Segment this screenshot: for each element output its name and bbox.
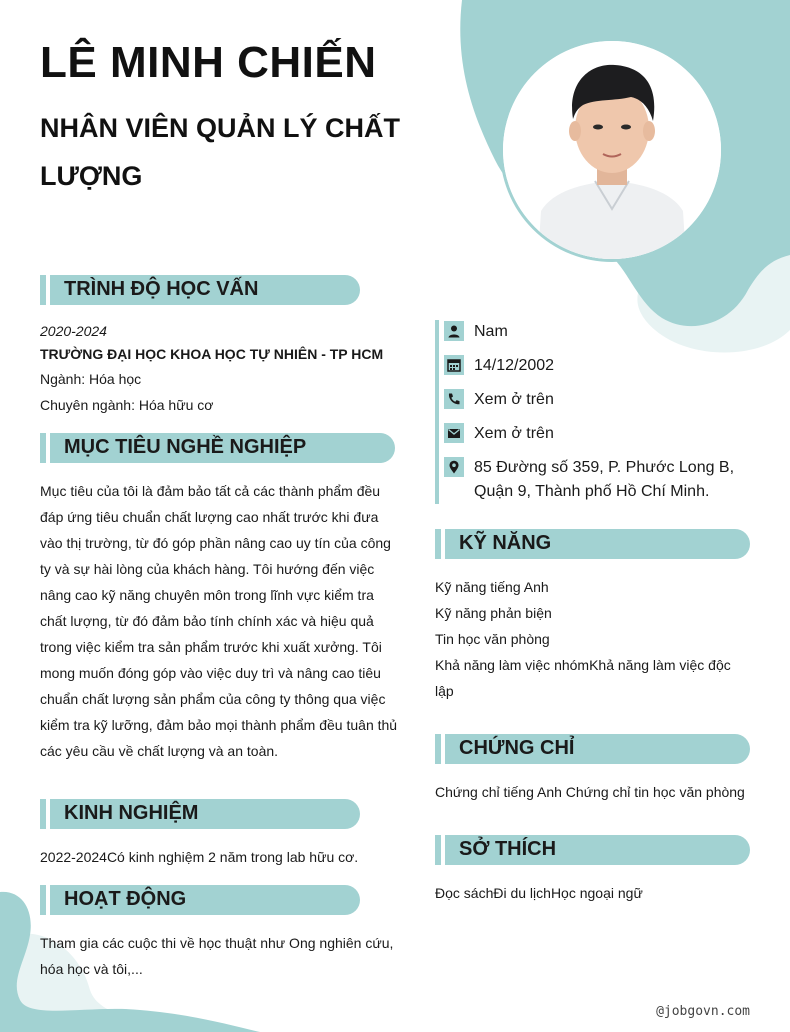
section-skills-heading: [435, 529, 750, 559]
contact-accent-bar: [435, 320, 439, 504]
person-icon: [444, 321, 464, 341]
section-certificates-heading: [435, 734, 750, 764]
section-hobbies-title: SỞ THÍCH: [459, 838, 557, 860]
objective-line: Mục tiêu của tôi là đảm bảo tất cả các thành phẩm đều: [40, 483, 381, 499]
phone-icon: [444, 389, 464, 409]
skill-item: lập: [435, 683, 454, 699]
calendar-icon: [444, 355, 464, 375]
candidate-name: LÊ MINH CHIẾN: [40, 38, 377, 87]
contact-email-text: Xem ở trên: [474, 425, 554, 442]
watermark: @jobgovn.com: [656, 1004, 750, 1019]
certificates-text: Chứng chỉ tiếng Anh Chứng chỉ tin học văn phòng: [435, 784, 745, 800]
section-skills-title: KỸ NĂNG: [459, 532, 552, 554]
contact-gender: [444, 320, 754, 344]
contact-email: [444, 422, 754, 446]
section-certificates-title: CHỨNG CHỈ: [459, 737, 575, 759]
section-education-title: TRÌNH ĐỘ HỌC VẤN: [64, 278, 259, 300]
objective-line: ty và sự hài lòng của khách hàng. Tôi hướng đến việc: [40, 561, 375, 577]
skill-item: Kỹ năng phản biện: [435, 605, 552, 621]
objective-line: trong việc kiểm tra sản phẩm trước khi xuất xưởng. Tôi: [40, 639, 382, 655]
skills-list: [435, 574, 765, 704]
map-pin-icon: [444, 457, 464, 477]
contact-address: [444, 456, 754, 504]
objective-line: mong muốn đóng góp vào việc duy trì và nâng cao tiêu: [40, 665, 381, 681]
experience-text: 2022-2024Có kinh nghiệm 2 năm trong lab hữu cơ.: [40, 849, 359, 865]
address-line: Quận 9, Thành phố Hồ Chí Minh.: [474, 483, 710, 500]
skill-item: Kỹ năng tiếng Anh: [435, 579, 549, 595]
activities-paragraph: [40, 930, 410, 982]
contact-phone: [444, 388, 754, 412]
education-school: TRƯỜNG ĐẠI HỌC KHOA HỌC TỰ NHIÊN - TP HCM: [40, 346, 384, 362]
address-line: 85 Đường số 359, P. Phước Long B,: [474, 459, 735, 476]
skill-item: Khả năng làm việc nhómKhả năng làm việc độc: [435, 657, 731, 673]
profile-photo: [500, 38, 724, 262]
job-title: NHÂN VIÊN QUẢN LÝ CHẤT LƯỢNG: [40, 113, 401, 191]
objective-line: các yêu cầu về chất lượng và an toàn.: [40, 743, 279, 759]
objective-line: kiểm tra kỹ lưỡng, đảm bảo mọi thành phẩm đều tuân thủ: [40, 717, 398, 733]
contact-birthday: [444, 354, 754, 378]
objective-line: chất lượng, từ đó đảm bảo tính chính xác và hiệu quả: [40, 613, 374, 629]
envelope-icon: [444, 423, 464, 443]
section-activities-heading: [40, 885, 360, 915]
objective-line: nâng cao kỹ năng chuyên môn trong lĩnh vực kiểm tra: [40, 587, 374, 603]
contact-address-text: [474, 456, 754, 504]
section-objective-title: MỤC TIÊU NGHỀ NGHIỆP: [64, 436, 307, 458]
objective-paragraph: [40, 478, 410, 764]
section-objective-heading: [40, 433, 395, 463]
education-major: Ngành: Hóa học: [40, 371, 142, 387]
contact-phone-text: Xem ở trên: [474, 391, 554, 408]
hobbies-text: Đọc sáchĐi du lịchHọc ngoại ngữ: [435, 885, 643, 901]
objective-line: đáp ứng tiêu chuẩn chất lượng cao nhất trước khi đưa: [40, 509, 379, 525]
education-period: 2020-2024: [40, 323, 107, 339]
contact-birthday-text: 14/12/2002: [474, 357, 555, 374]
activities-line: Tham gia các cuộc thi về học thuật như Ong nghiên cứu,: [40, 935, 394, 951]
contact-gender-text: Nam: [474, 323, 508, 340]
section-hobbies-heading: [435, 835, 750, 865]
section-experience-heading: [40, 799, 360, 829]
activities-line: hóa học và tôi,...: [40, 961, 143, 977]
skill-item: Tin học văn phòng: [435, 631, 550, 647]
objective-line: chuẩn chất lượng sản phẩm của công ty thông qua việc: [40, 691, 386, 707]
section-education-heading: [40, 275, 360, 305]
portrait-illustration: [503, 41, 721, 259]
section-activities-title: HOẠT ĐỘNG: [64, 888, 187, 910]
objective-line: vào thị trường, từ đó góp phần nâng cao uy tín của công: [40, 535, 391, 551]
education-specialization: Chuyên ngành: Hóa hữu cơ: [40, 397, 214, 413]
section-experience-title: KINH NGHIỆM: [64, 802, 199, 824]
